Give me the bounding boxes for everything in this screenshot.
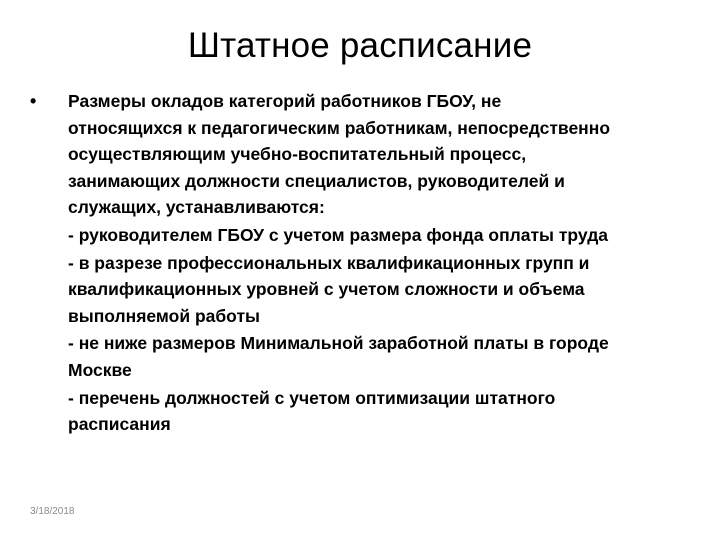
- intro-line-5: служащих, устанавливаются:: [68, 197, 325, 218]
- sub-item-line: - не ниже размеров Минимальной заработной платы в городе: [68, 333, 609, 354]
- slide-title: Штатное расписание: [187, 26, 533, 65]
- sub-item-line: - в разрезе профессиональных квалификационных групп и: [68, 252, 590, 273]
- sub-item-3: [30, 330, 698, 383]
- sub-item-2: [30, 250, 698, 330]
- sub-item-line: расписания: [68, 414, 171, 435]
- slide-body: [30, 88, 698, 438]
- intro-line-1: Размеры окладов категорий работников ГБОУ, не: [68, 91, 502, 111]
- sub-item-line: - перечень должностей с учетом оптимизации штатного: [68, 387, 556, 408]
- sub-item-line: квалификационных уровней с учетом сложности и объема: [68, 279, 585, 300]
- sub-item-1: [30, 222, 698, 249]
- intro-line-3: осуществляющим учебно-воспитательный процесс,: [68, 144, 527, 165]
- sub-item-line: - руководителем ГБОУ с учетом размера фонда оплаты труда: [68, 224, 609, 245]
- sub-item-line: Москве: [68, 359, 132, 380]
- sub-item-line: выполняемой работы: [68, 305, 260, 326]
- sub-item-4: [30, 385, 698, 438]
- intro-line-4: занимающих должности специалистов, руководителей и: [68, 170, 565, 191]
- intro-line-2: относящихся к педагогическим работникам, непосредственно: [68, 117, 611, 138]
- bullet-paragraph: [30, 88, 698, 221]
- footer-date: 3/18/2018: [30, 506, 75, 517]
- bullet-icon: •: [30, 91, 37, 111]
